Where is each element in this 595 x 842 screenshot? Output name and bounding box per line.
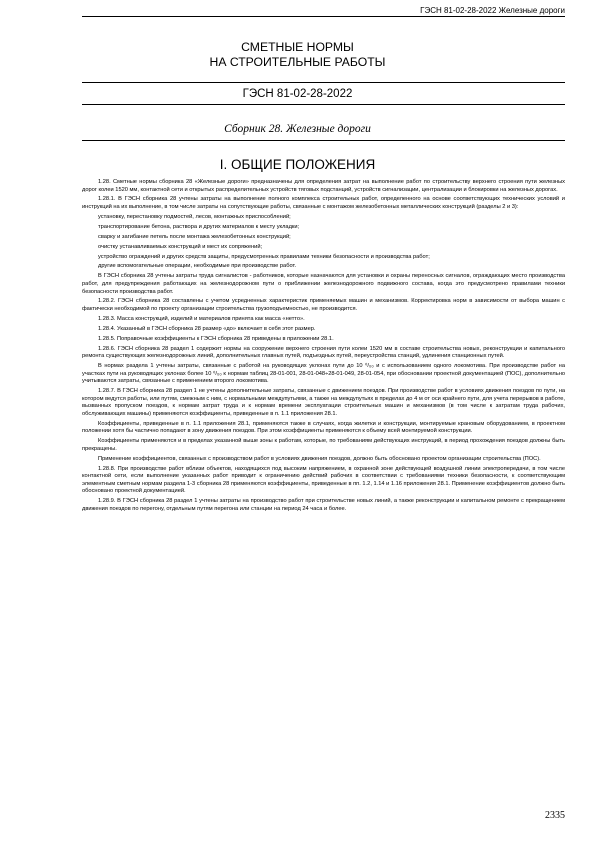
- paragraph: 1.28. Сметные нормы сборника 28 «Железные дороги» предназначены для определения затрат на выполнение работ по строительству верхнего строения пути железных дорог колеи 1520 мм, контактной сети и открытых распределительных устройств тяговых подстанций, устройств сигнализации, централизации и блокировки на железных дорогах.: [82, 179, 565, 193]
- list-item: установку, перестановку подмостей, лесов, монтажных приспособлений;: [98, 213, 291, 220]
- paragraph: Коэффициенты, приведенные в п. 1.1 приложения 28.1, применяются также в случаях, когда жилетки и конструкции, монтируемые крановым оборудованием, в проектном положении хотя бы частично попадают в зону движения поездов. При этом коэффициенты применяются к объему всей монтируемой конструкции.: [82, 420, 565, 435]
- document-title: [0, 40, 595, 69]
- list-item: транспортирование бетона, раствора и других материалов к месту укладки;: [98, 223, 300, 230]
- list-item: сварку и загибание петель после монтажа железобетонных конструкций;: [98, 233, 291, 240]
- paragraph: Коэффициенты применяются и в пределах указанной выше зоны к работам, которые, по требованиям действующих инструкций, в период прохождения поездов должны быть прекращены.: [82, 438, 565, 452]
- norm-code: ГЭСН 81-02-28-2022: [242, 88, 353, 100]
- page-number: 2335: [545, 810, 565, 821]
- paragraph: 1.28.3. Масса конструкций, изделий и материалов принята как масса «нетто».: [98, 315, 305, 322]
- title-line-1: СМЕТНЫЕ НОРМЫ: [241, 40, 354, 54]
- collection-rule: [82, 140, 565, 141]
- paragraph: Применение коэффициентов, связанных с производством работ в условиях движения поездов, должно быть обосновано проектом организации строительства (ПОС).: [98, 455, 541, 462]
- paragraph: 1.28.2. ГЭСН сборника 28 составлены с учетом усредненных характеристик применяемых машин и механизмов. Корректировка норм в зависимости от выбора машин с фактически необходимой по проекту организации строительства грузоподъемностью, не производится.: [82, 298, 565, 312]
- code-rule-bottom: [82, 104, 565, 105]
- paragraph: 1.28.6. ГЭСН сборника 28 раздел 1 содержит нормы на сооружение верхнего строения пути колеи 1520 мм в составе строительства новых, реконструкции и капитального ремонта существующих железнодорожных линий, дополнительных главных путей, подъездных путей, переустройства станций, удлинения станционных путей.: [82, 345, 565, 360]
- collection-title: Сборник 28. Железные дороги: [224, 123, 371, 135]
- running-header: ГЭСН 81-02-28-2022 Железные дороги: [420, 6, 565, 15]
- list-item: устройство ограждений и других средств защиты, предусмотренных правилами техники безопасности и производства работ;: [98, 253, 430, 260]
- paragraph: 1.28.7. В ГЭСН сборника 28 раздел 1 не учтены дополнительные затраты, связанные с движением поездов. При производстве работ в условиях движения поездов по пути, на котором ведутся работы, или путям, смежным с ним, с нормальными междупутьями, а также на междупутьях в пределах до 4 м от оси крайнего пути, для учета перерывов в работе, вызванных пропуском поездов, к нормам затрат труда и к нормам времени эксплуатации строительных машин и механизмов (в том числе к затратам труда рабочих, обслуживающих машины) применяются коэффициенты, приведенные в п. 1.1 приложения 28.1.: [82, 388, 565, 417]
- header-divider: [82, 16, 565, 17]
- paragraph: 1.28.1. В ГЭСН сборника 28 учтены затраты на выполнение полного комплекса строительных работ, определенного на основе соответствующих технических условий и инструкций на их выполнение, в том числе затраты на сопутствующие работы, связанные с монтажом железобетонных металлических конструкций (разделы 2 и 3):: [82, 196, 565, 211]
- list-item: другие вспомогательные операции, необходимые при производстве работ.: [98, 263, 297, 270]
- section-title: I. ОБЩИЕ ПОЛОЖЕНИЯ: [219, 157, 376, 172]
- paragraph: В нормах раздела 1 учтены затраты, связанные с работой на руководящих уклонах пути до 10 ⁰/₀₀ и с использованием одного локомотива. При производстве работ на участках пути на руководящих уклонах более 10 ⁰/₀₀ к нормам таблиц 28-01-001, 28-01-048÷28-01-049, 28-01-054, при обосновании проектной документацией (ПОС), дополнительно учитываются затраты, связанные с применением второго локомотива.: [82, 363, 565, 385]
- paragraph: 1.28.8. При производстве работ вблизи объектов, находящихся под высоким напряжением, в охранной зоне действующей воздушной линии электропередачи, в том числе контактной сети, если выполнение указанных работ приводит к ограничению действий рабочих в соответствии с требованиями техники безопасности, к соответствующим элементным сметным нормам раздела 1-3 сборника 28 применяются коэффициенты, приведенные в пп. 1.2, 1.14 и 1.16 приложения 28.1. Применение коэффициентов должно быть обосновано проектной документацией.: [82, 465, 565, 495]
- title-line-2: НА СТРОИТЕЛЬНЫЕ РАБОТЫ: [209, 54, 386, 69]
- paragraph: 1.28.4. Указанный в ГЭСН сборника 28 размер «до» включает в себя этот размер.: [98, 325, 316, 332]
- code-rule-top: [82, 82, 565, 83]
- body-text: [82, 179, 565, 516]
- paragraph: В ГЭСН сборника 28 учтены затраты труда сигналистов - работников, которые назначаются для установки и охраны переносных сигналов, ограждающих место производства работ, для предупреждения работающих на железнодорожном пути о приближении железнодорожного подвижного состава, когда это предусмотрено правилами техники безопасности производства работ.: [82, 273, 565, 295]
- paragraph: 1.28.9. В ГЭСН сборника 28 раздел 1 учтены затраты на производство работ при строительстве новых линий, а также реконструкции и капитальном ремонте с прекращением движения поездов по перегону, отдельным путям перегона или станции на период 24 часа и более.: [82, 498, 565, 512]
- list-item: очистку устанавливаемых конструкций и мест их сопряжений;: [98, 243, 263, 250]
- paragraph: 1.28.5. Поправочные коэффициенты к ГЭСН сборника 28 приведены в приложении 28.1.: [98, 335, 334, 342]
